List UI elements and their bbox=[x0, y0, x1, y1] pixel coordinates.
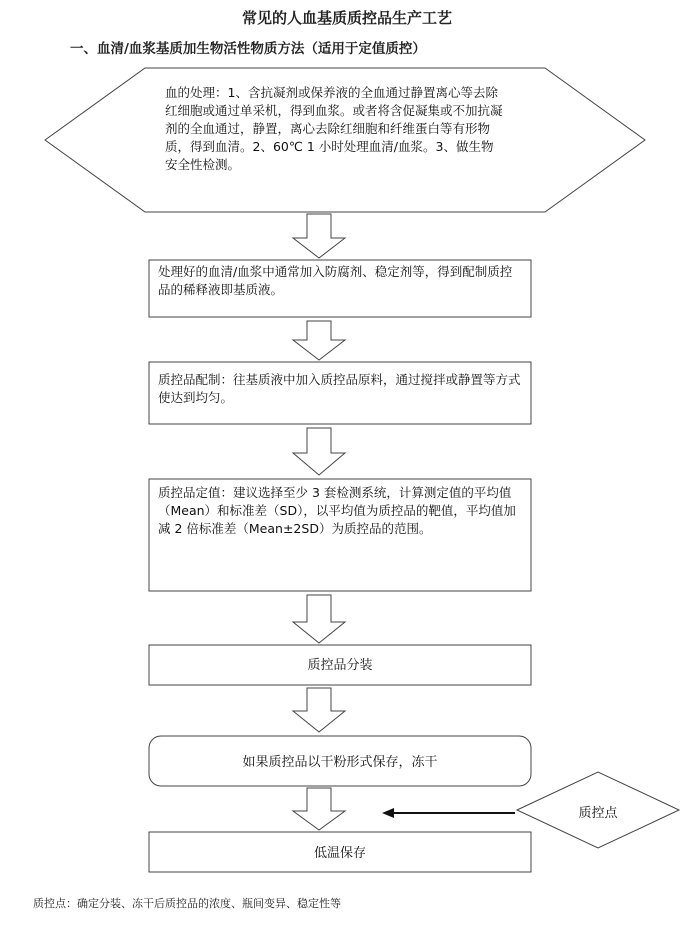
down-arrow-4 bbox=[293, 595, 345, 643]
down-arrow-5 bbox=[293, 688, 345, 732]
step7-text: 低温保存 bbox=[313, 846, 366, 861]
down-arrow-2 bbox=[293, 321, 345, 360]
qc-point-label: 质控点 bbox=[578, 806, 618, 821]
page-title: 常见的人血基质质控品生产工艺 bbox=[241, 9, 452, 27]
step4-text: 质控品定值：建议选择至少 3 套检测系统，计算测定值的平均值（Mean）和标准差（SD），以平均值为质控品的靶值，平均值加减 2 倍标准差（Mean±2SD）为质控品的范围。 bbox=[158, 485, 516, 536]
qc-pointer-head bbox=[382, 808, 394, 818]
step3-text: 质控品配制：往基质液中加入质控品原料，通过搅拌或静置等方式使达到均匀。 bbox=[158, 372, 521, 405]
footnote: 质控点：确定分装、冻干后质控品的浓度、瓶间变异、稳定性等 bbox=[33, 897, 341, 910]
section-heading: 一、血清/血浆基质加生物活性物质方法（适用于定值质控） bbox=[70, 41, 426, 57]
down-arrow-6 bbox=[293, 788, 345, 830]
step6-text: 如果质控品以干粉形式保存，冻干 bbox=[242, 755, 438, 770]
down-arrow-3 bbox=[293, 428, 345, 475]
down-arrow-1 bbox=[293, 214, 345, 258]
step1-text: 血的处理：1、含抗凝剂或保养液的全血通过静置离心等去除红细胞或通过单采机，得到血浆。或者将含促凝集或不加抗凝剂的全血通过，静置，离心去除红细胞和纤维蛋白等有形物质，得到血清。2、60℃ 1 小时处理血清/血浆。3、做生物安全性检测。 bbox=[165, 85, 503, 172]
step2-text: 处理好的血清/血浆中通常加入防腐剂、稳定剂等，得到配制质控品的稀释液即基质液。 bbox=[158, 264, 513, 297]
step5-text: 质控品分装 bbox=[307, 658, 373, 673]
